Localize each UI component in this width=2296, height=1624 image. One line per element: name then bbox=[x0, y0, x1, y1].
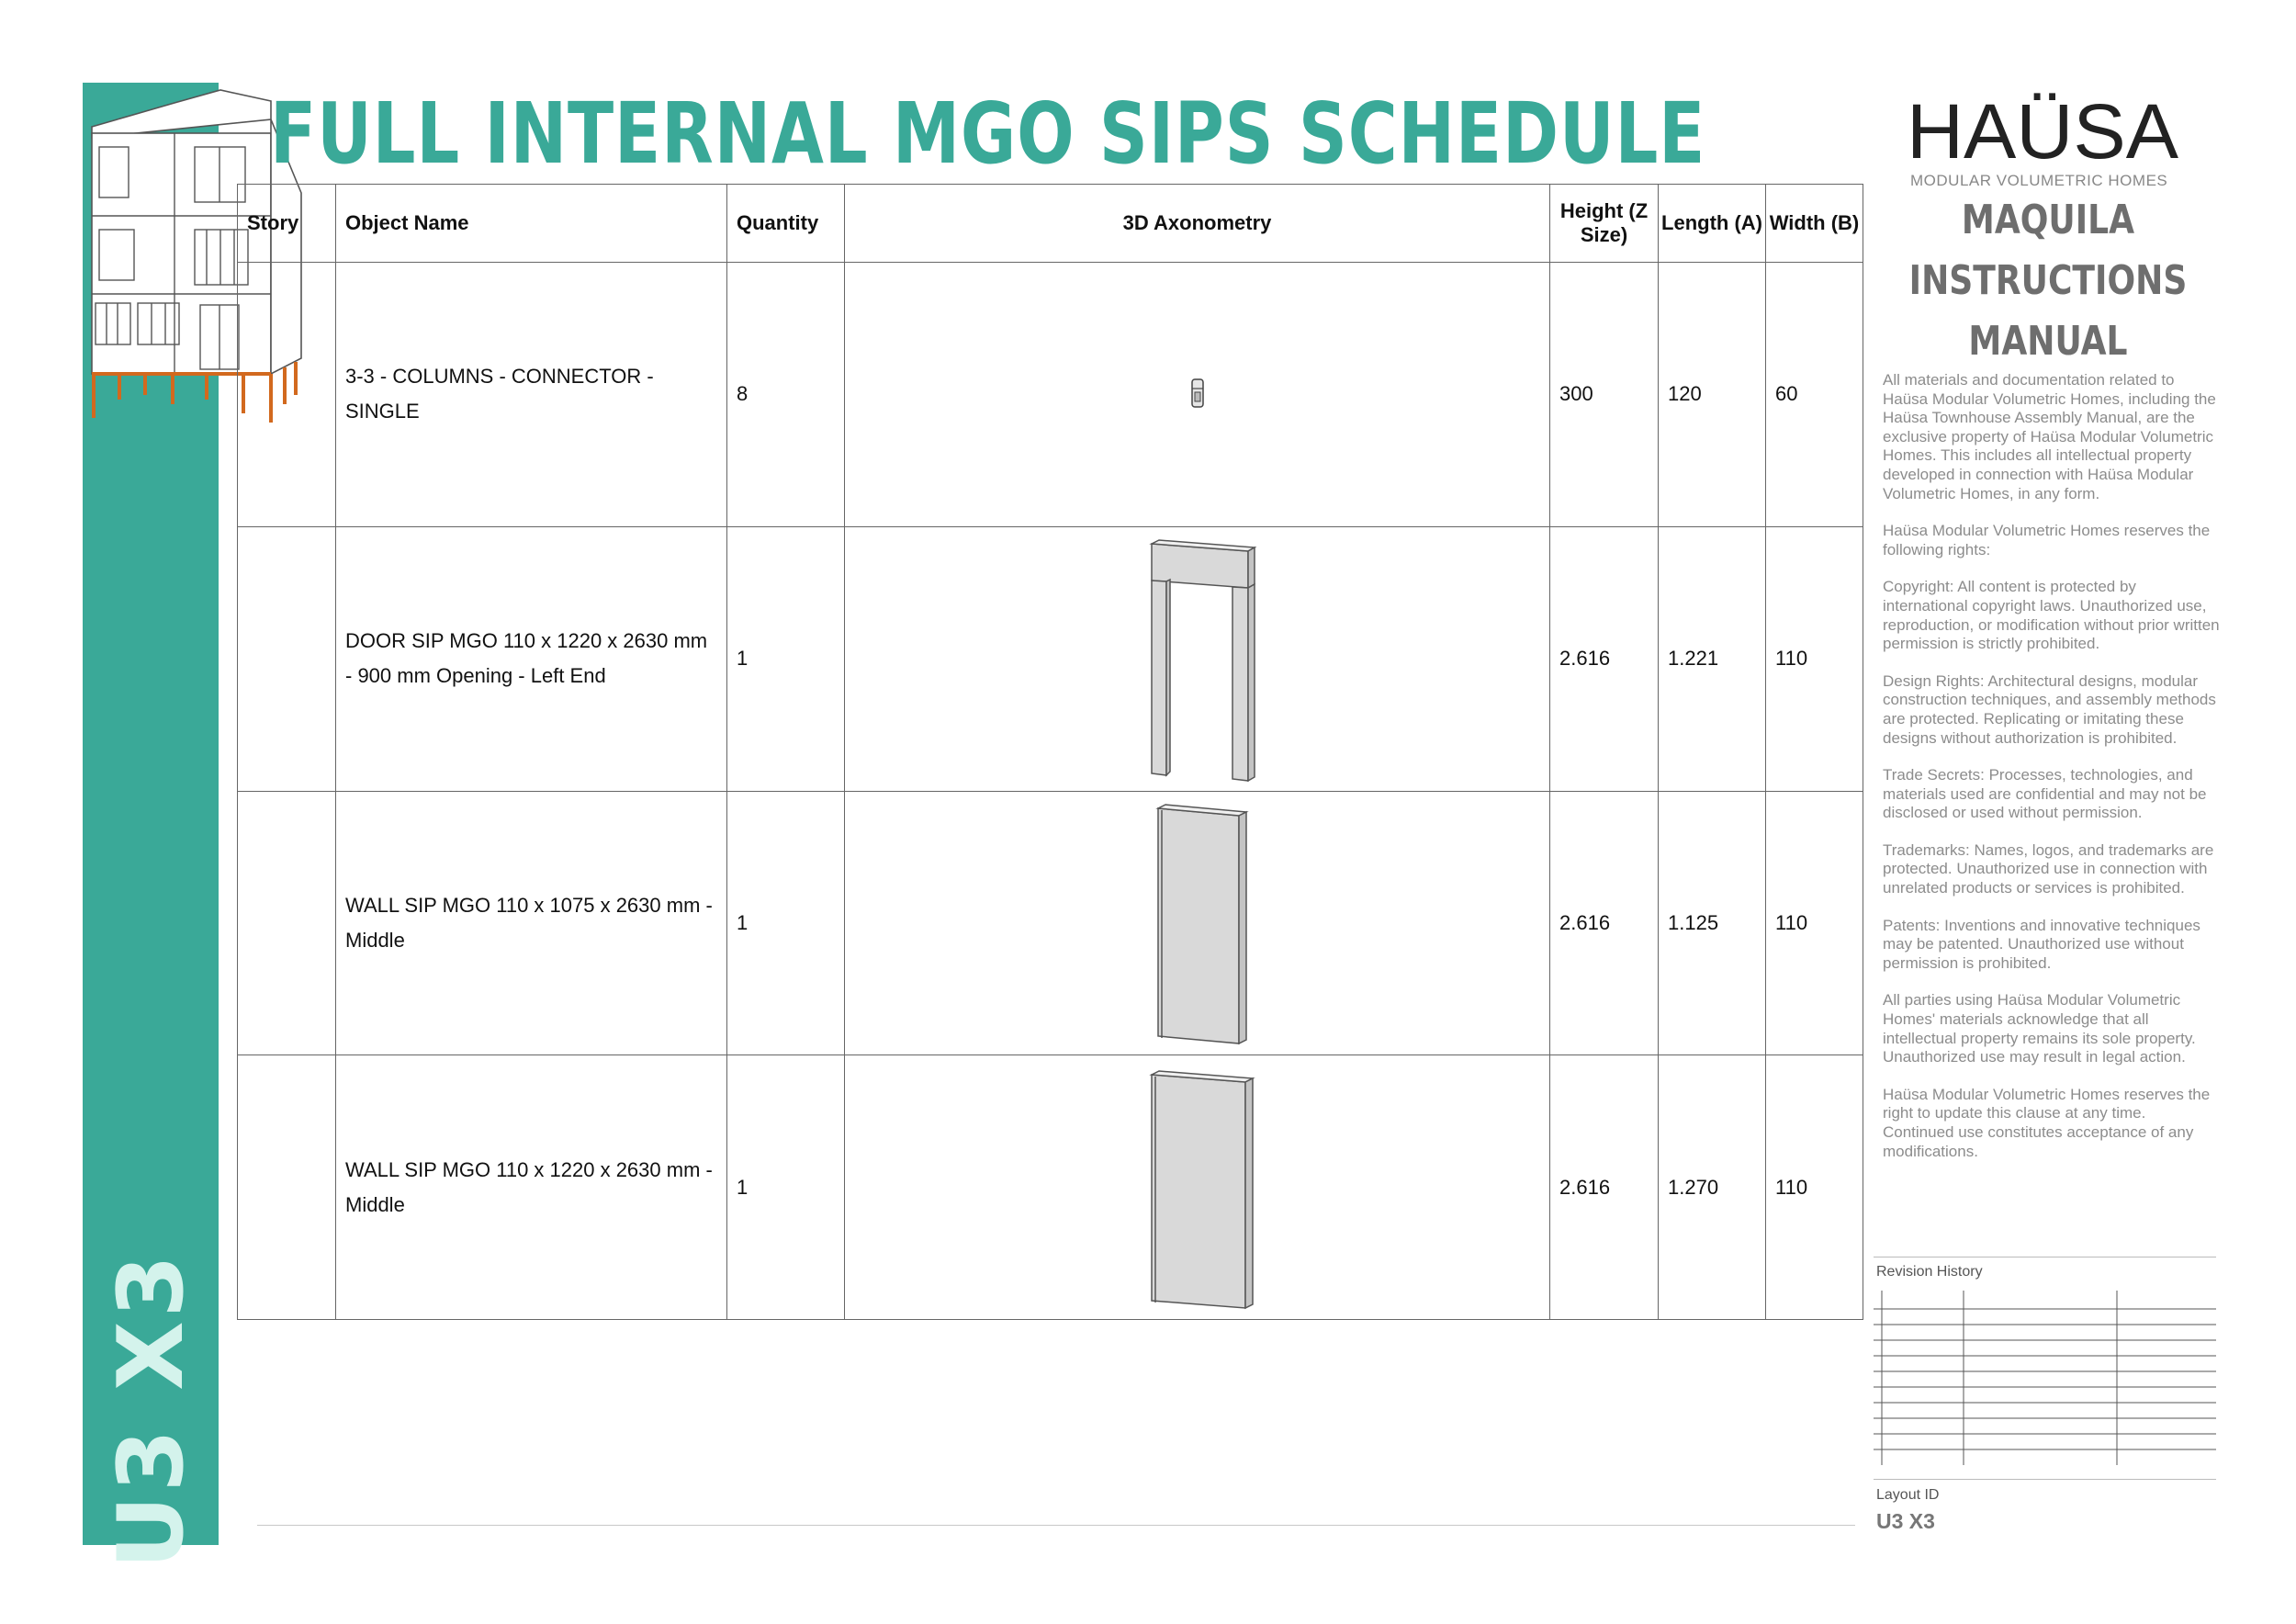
cell-axonometry bbox=[845, 1055, 1550, 1320]
header-axonometry: 3D Axonometry bbox=[845, 185, 1550, 263]
layout-divider bbox=[1874, 1479, 2216, 1480]
cell-quantity: 1 bbox=[727, 791, 845, 1055]
manual-title-line-3: MANUAL bbox=[1968, 318, 2128, 365]
legal-paragraph: Haüsa Modular Volumetric Homes reserves the right to update this clause at any time. Continued use constitutes acceptance of any modifications. bbox=[1883, 1085, 2211, 1160]
brand-logo-text: HAÜSA bbox=[1907, 92, 2178, 175]
legal-paragraph: All parties using Haüsa Modular Volumetric Homes' materials acknowledge that all intellectual property remains its sole property. Unauthorized use may result in legal action. bbox=[1883, 991, 2196, 1066]
cell-width: 110 bbox=[1766, 1055, 1863, 1320]
header-height: Height (Z Size) bbox=[1550, 185, 1659, 263]
cell-object-name: DOOR SIP MGO 110 x 1220 x 2630 mm - 900 mm Opening - Left End bbox=[336, 526, 727, 791]
revision-history-label: Revision History bbox=[1876, 1264, 1983, 1280]
cell-object-name: WALL SIP MGO 110 x 1075 x 2630 mm - Middle bbox=[336, 791, 727, 1055]
column-connector-icon bbox=[1184, 367, 1211, 422]
header-length: Length (A) bbox=[1659, 185, 1766, 263]
legal-paragraph: Haüsa Modular Volumetric Homes reserves the following rights: bbox=[1883, 522, 2211, 558]
cell-quantity: 1 bbox=[727, 1055, 845, 1320]
brand-subtitle: MODULAR VOLUMETRIC HOMES bbox=[1910, 172, 2168, 189]
cell-length: 1.125 bbox=[1659, 791, 1766, 1055]
cell-axonometry bbox=[845, 526, 1550, 791]
layout-id-label: Layout ID bbox=[1876, 1487, 1940, 1503]
legal-paragraph: Copyright: All content is protected by international copyright laws. Unauthorized use, reproduction, or modification without prior written permission is strictly prohibited. bbox=[1883, 578, 2220, 653]
cell-story bbox=[238, 1055, 336, 1320]
header-width: Width (B) bbox=[1766, 185, 1863, 263]
manual-title-line-2: INSTRUCTIONS bbox=[1908, 257, 2188, 304]
cell-height: 2.616 bbox=[1550, 791, 1659, 1055]
cell-object-name: WALL SIP MGO 110 x 1220 x 2630 mm - Middle bbox=[336, 1055, 727, 1320]
table-row bbox=[238, 263, 1863, 527]
header-object-name: Object Name bbox=[336, 185, 727, 263]
revision-history-grid bbox=[1874, 1291, 2216, 1479]
cell-story bbox=[238, 263, 336, 527]
cell-axonometry bbox=[845, 791, 1550, 1055]
legal-paragraph: Trade Secrets: Processes, technologies, and materials used are confidential and may not be disclosed or used without permission. bbox=[1883, 766, 2207, 822]
cell-object-name: 3-3 - COLUMNS - CONNECTOR - SINGLE bbox=[336, 263, 727, 527]
legal-paragraph: Design Rights: Architectural designs, modular construction techniques, and assembly methods are protected. Replicating or imitating these designs without authorization is prohibited. bbox=[1883, 671, 2216, 747]
layout-id-value: U3 X3 bbox=[1876, 1509, 1935, 1533]
cell-height: 300 bbox=[1550, 263, 1659, 527]
cell-length: 120 bbox=[1659, 263, 1766, 527]
legal-notice bbox=[1883, 371, 2221, 1179]
wall-sip-panel-icon bbox=[1138, 799, 1257, 1047]
manual-title-line-1: MAQUILA bbox=[1961, 197, 2135, 243]
cell-width: 110 bbox=[1766, 526, 1863, 791]
table-row bbox=[238, 1055, 1863, 1320]
footer-divider bbox=[257, 1525, 1855, 1526]
cell-story bbox=[238, 526, 336, 791]
wall-sip-panel-icon bbox=[1133, 1064, 1262, 1312]
page-title: FULL INTERNAL MGO SIPS SCHEDULE bbox=[270, 85, 1706, 183]
schedule-table bbox=[237, 184, 1863, 1320]
door-sip-panel-icon bbox=[1133, 535, 1262, 783]
table-row bbox=[238, 526, 1863, 791]
brand-logo bbox=[1907, 92, 2182, 175]
band-label-text: U3 X3 bbox=[99, 1251, 204, 1569]
band-label bbox=[92, 1251, 211, 1569]
cell-quantity: 8 bbox=[727, 263, 845, 527]
cell-width: 60 bbox=[1766, 263, 1863, 527]
legal-paragraph: Patents: Inventions and innovative techniques may be patented. Unauthorized use without permission is prohibited. bbox=[1883, 916, 2200, 972]
cell-length: 1.270 bbox=[1659, 1055, 1766, 1320]
cell-height: 2.616 bbox=[1550, 1055, 1659, 1320]
header-quantity: Quantity bbox=[727, 185, 845, 263]
header-story: Story bbox=[238, 185, 336, 263]
table-header-row bbox=[238, 185, 1863, 263]
cell-height: 2.616 bbox=[1550, 526, 1659, 791]
legal-paragraph: All materials and documentation related to Haüsa Modular Volumetric Homes, including the Haüsa Townhouse Assembly Manual, are the exclusive property of Haüsa Modular Volumetric Homes. This includes all intellectual property developed in connection with Haüsa Modular Volumetric Homes, in any form. bbox=[1883, 371, 2216, 502]
cell-quantity: 1 bbox=[727, 526, 845, 791]
cell-width: 110 bbox=[1766, 791, 1863, 1055]
cell-length: 1.221 bbox=[1659, 526, 1766, 791]
table-row bbox=[238, 791, 1863, 1055]
cell-story bbox=[238, 791, 336, 1055]
cell-axonometry bbox=[845, 263, 1550, 527]
legal-paragraph: Trademarks: Names, logos, and trademarks are protected. Unauthorized use in connection with unrelated products or services is prohibited. bbox=[1883, 840, 2214, 897]
